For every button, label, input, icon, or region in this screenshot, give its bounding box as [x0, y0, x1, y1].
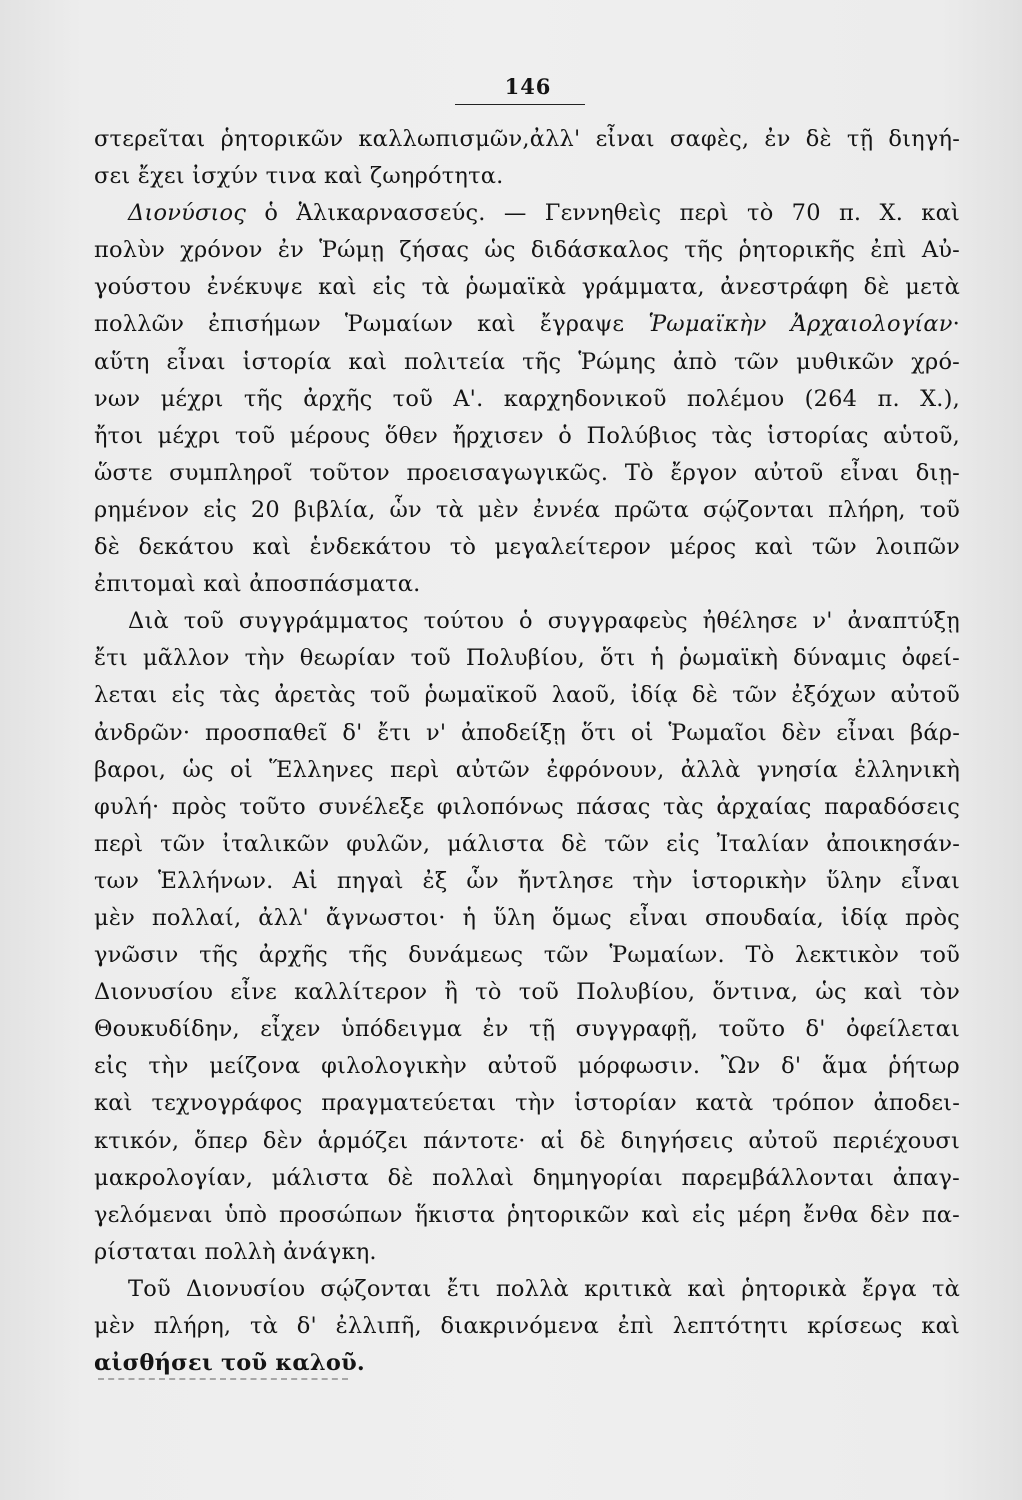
text-line: αὕτη εἶναι ἱστορία καὶ πολιτεία τῆς Ῥώμης ἀπὸ τῶν μυθικῶν χρό- [94, 348, 960, 375]
body-text [94, 121, 960, 1382]
text-line: ρίσταται πολλὴ ἀνάγκη. [94, 1238, 377, 1265]
text-line: εἰς τὴν μείζονα φιλολογικὴν αὐτοῦ μόρφωσιν. Ὢν δ' ἅμα ῥήτωρ [94, 1053, 960, 1080]
text-line: λεται εἰς τὰς ἀρετὰς τοῦ ῥωμαϊκοῦ λαοῦ, ἰδίᾳ δὲ τῶν ἐξόχων αὐτοῦ [94, 682, 960, 709]
text-line: μὲν πολλαί, ἀλλ' ἄγνωστοι· ἡ ὕλη ὅμως εἶναι σπουδαία, ἰδίᾳ πρὸς [94, 904, 960, 931]
text-line: φυλή· πρὸς τοῦτο συνέλεξε φιλοπόνως πάσας τὰς ἀρχαίας παραδόσεις [94, 793, 960, 820]
text-line: γελόμεναι ὑπὸ προσώπων ἥκιστα ῥητορικῶν καὶ εἰς μέρη ἔνθα δὲν πα- [94, 1201, 960, 1228]
text-segment: Ῥωμαϊκὴν Ἀρχαιολογίαν [648, 311, 953, 338]
text-line: δὲ δεκάτου καὶ ἑνδεκάτου τὸ μεγαλείτερον μέρος καὶ τῶν λοιπῶν [94, 534, 960, 561]
text-line: ἤτοι μέχρι τοῦ μέρους ὅθεν ἤρχισεν ὁ Πολύβιος τὰς ἱστορίας αὑτοῦ, [94, 422, 960, 449]
text-line: ὥστε συμπληροῖ τοῦτον προεισαγωγικῶς. Τὸ ἔργον αὐτοῦ εἶναι διῃ- [94, 459, 960, 486]
text-line: ἔτι μᾶλλον τὴν θεωρίαν τοῦ Πολυβίου, ὅτι ἡ ῥωμαϊκὴ δύναμις ὀφεί- [94, 645, 960, 672]
text-line: μακρολογίαν, μάλιστα δὲ πολλαὶ δημηγορίαι παρεμβάλλονται ἀπαγ- [94, 1164, 960, 1191]
text-line: Θουκυδίδην, εἶχεν ὑπόδειγμα ἐν τῇ συγγραφῇ, τοῦτο δ' ὀφείλεται [94, 1016, 960, 1043]
text-line: πολὺν χρόνον ἐν Ῥώμῃ ζήσας ὡς διδάσκαλος τῆς ῥητορικῆς ἐπὶ Αὐ- [94, 237, 960, 264]
text-line [94, 195, 960, 232]
text-line: ἐπιτομαὶ καὶ ἀποσπάσματα. [94, 571, 421, 598]
text-segment: πολλῶν ἐπισήμων Ῥωμαίων καὶ ἔγραψε [94, 311, 649, 338]
text-segment: · [952, 311, 960, 338]
text-line: Τοῦ Διονυσίου σῴζονται ἔτι πολλὰ κριτικὰ καὶ ῥητορικὰ ἔργα τὰ [128, 1275, 960, 1302]
text-line: μὲν πλήρη, τὰ δ' ἐλλιπῆ, διακρινόμενα ἐπὶ λεπτότητι κρίσεως καὶ [94, 1313, 960, 1339]
text-line: καὶ τεχνογράφος πραγματεύεται τὴν ἱστορίαν κατὰ τρόπον ἀποδει- [94, 1090, 960, 1117]
text-line: περὶ τῶν ἰταλικῶν φυλῶν, μάλιστα δὲ τῶν εἰς Ἰταλίαν ἀποικησάν- [94, 830, 960, 857]
text-line: κτικόν, ὅπερ δὲν ἁρμόζει πάντοτε· αἱ δὲ διηγήσεις αὐτοῦ περιέχουσι [94, 1127, 960, 1154]
text-line: Διονυσίου εἶνε καλλίτερον ἢ τὸ τοῦ Πολυβίου, ὅντινα, ὡς καὶ τὸν [94, 979, 960, 1006]
text-segment: Διονύσιος [128, 200, 247, 227]
text-line: στερεῖται ῥητορικῶν καλλωπισμῶν,ἀλλ' εἶναι σαφὲς, ἐν δὲ τῇ διηγή- [94, 126, 960, 152]
text-line: γούστου ἐνέκυψε καὶ εἰς τὰ ῥωμαϊκὰ γράμματα, ἀνεστράφη δὲ μετὰ [94, 274, 960, 301]
text-line: των Ἑλλήνων. Αἱ πηγαὶ ἐξ ὧν ἤντλησε τὴν ἱστορικὴν ὕλην εἶναι [94, 867, 960, 894]
text-line: αἰσθήσει τοῦ καλοῦ. [94, 1350, 365, 1377]
text-line: Διὰ τοῦ συγγράμματος τούτου ὁ συγγραφεὺς ἠθέλησε ν' ἀναπτύξῃ [128, 608, 960, 635]
text-segment: ὁ Ἁλικαρνασσεύς. — Γεννηθεὶς περὶ τὸ 70 π. Χ. καὶ [246, 200, 960, 227]
text-line: σει ἔχει ἰσχύν τινα καὶ ζωηρότητα. [94, 163, 504, 190]
text-line [94, 306, 960, 343]
text-line: γνῶσιν τῆς ἀρχῆς τῆς δυνάμεως τῶν Ῥωμαίων. Τὸ λεκτικὸν τοῦ [94, 942, 960, 969]
header-rule [455, 104, 585, 105]
text-line: νων μέχρι τῆς ἀρχῆς τοῦ Α'. καρχηδονικοῦ πολέμου (264 π. Χ.), [94, 385, 960, 412]
page-number: 146 [504, 74, 552, 99]
text-line: ρημένον εἰς 20 βιβλία, ὧν τὰ μὲν ἐννέα πρῶτα σῴζονται πλήρη, τοῦ [94, 496, 960, 523]
text-line: βαροι, ὡς οἱ Ἕλληνες περὶ αὐτῶν ἐφρόνουν, ἀλλὰ γνησία ἑλληνικὴ [94, 756, 960, 783]
print-artifact [98, 1378, 348, 1380]
text-line: ἀνδρῶν· προσπαθεῖ δ' ἔτι ν' ἀποδείξῃ ὅτι οἱ Ῥωμαῖοι δὲν εἶναι βάρ- [94, 719, 960, 746]
